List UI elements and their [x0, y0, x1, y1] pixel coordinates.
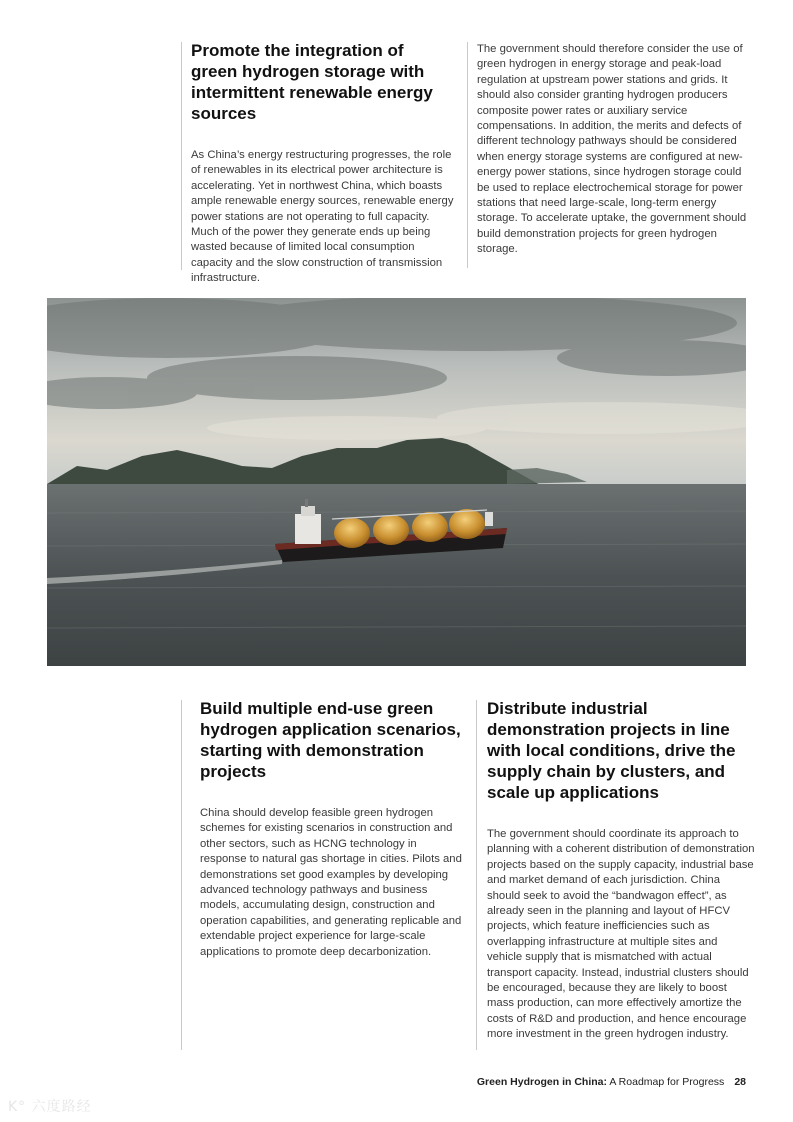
section-heading-end-use: Build multiple end-use green hydrogen application scenarios, starting with demonstration projects — [200, 699, 461, 781]
page-number: 28 — [734, 1076, 746, 1088]
section-body-industrial: The government should coordinate its approach to planning with a coherent distribution of demonstration projects based on the supply capacity, industrial base and market demand of each jurisdiction. China should seek to avoid the “bandwagon effect”, as already seen in the planning and layout of HFCV projects, which feature inefficiencies such as overlapping infrastructure at multiple sites and vehicle supply that is mismatched with actual transport capacity. Instead, industrial clusters should be encouraged, because they are likely to boost mass production, can more effectively amortize the costs of R&D and production, and hence encourage more investment in the green hydrogen industry. — [487, 828, 755, 1041]
watermark-logo: K° 六度路经 — [8, 1099, 92, 1115]
section-body-end-use: China should develop feasible green hydrogen schemes for existing scenarios in construction and other sectors, such as HCNG technology in response to natural gas shortage in cities. Pilots and demonstrations set good examples by developing advanced technology pathways and business models, accumulating design, construction and operation capabilities, and generating replicable and extendable project experience for large-scale applications to promote deep decarbonization. — [200, 807, 462, 958]
section-end-use — [200, 698, 466, 960]
section-heading-storage: Promote the integration of green hydrogen storage with intermittent renewable energy sources — [191, 41, 433, 123]
section-heading-industrial: Distribute industrial demonstration projects in line with local conditions, drive the supply chain by clusters, and scale up applications — [487, 699, 736, 802]
footer-title-rest: A Roadmap for Progress — [607, 1076, 725, 1088]
column-rule-bottom-left — [181, 700, 182, 1050]
section-storage-continued — [477, 42, 749, 258]
column-rule-top-right — [467, 42, 468, 268]
section-body-storage-continued: The government should therefore consider the use of green hydrogen in energy storage and peak-load regulation at upstream power stations and grids. It should also consider granting hydrogen producers composite power rates or auxiliary service compensations. In addition, the merits and defects of different technology pathways should be considered when energy storage systems are configured at new-energy power stations, since hydrogen storage could be used to replace electrochemical storage for power stations that need large-scale, long-term energy storage. To accelerate uptake, the government should build demonstration projects for green hydrogen storage. — [477, 43, 747, 256]
page-footer — [477, 1076, 746, 1088]
section-industrial — [487, 698, 755, 1043]
section-body-storage: As China’s energy restructuring progresses, the role of renewables in its electrical power architecture is accelerating. Yet in northwest China, which boasts ample renewable energy sources, renewable energy power stations are not operating to full capacity. Much of the power they generate ends up being wasted because of limited local consumption capacity and the slow construction of transmission infrastructure. — [191, 149, 454, 285]
column-rule-top-left — [181, 42, 182, 270]
section-storage — [191, 40, 457, 287]
lng-carrier-photo — [47, 298, 746, 666]
footer-title-bold: Green Hydrogen in China: — [476, 1076, 607, 1088]
column-rule-bottom-right — [476, 700, 477, 1050]
